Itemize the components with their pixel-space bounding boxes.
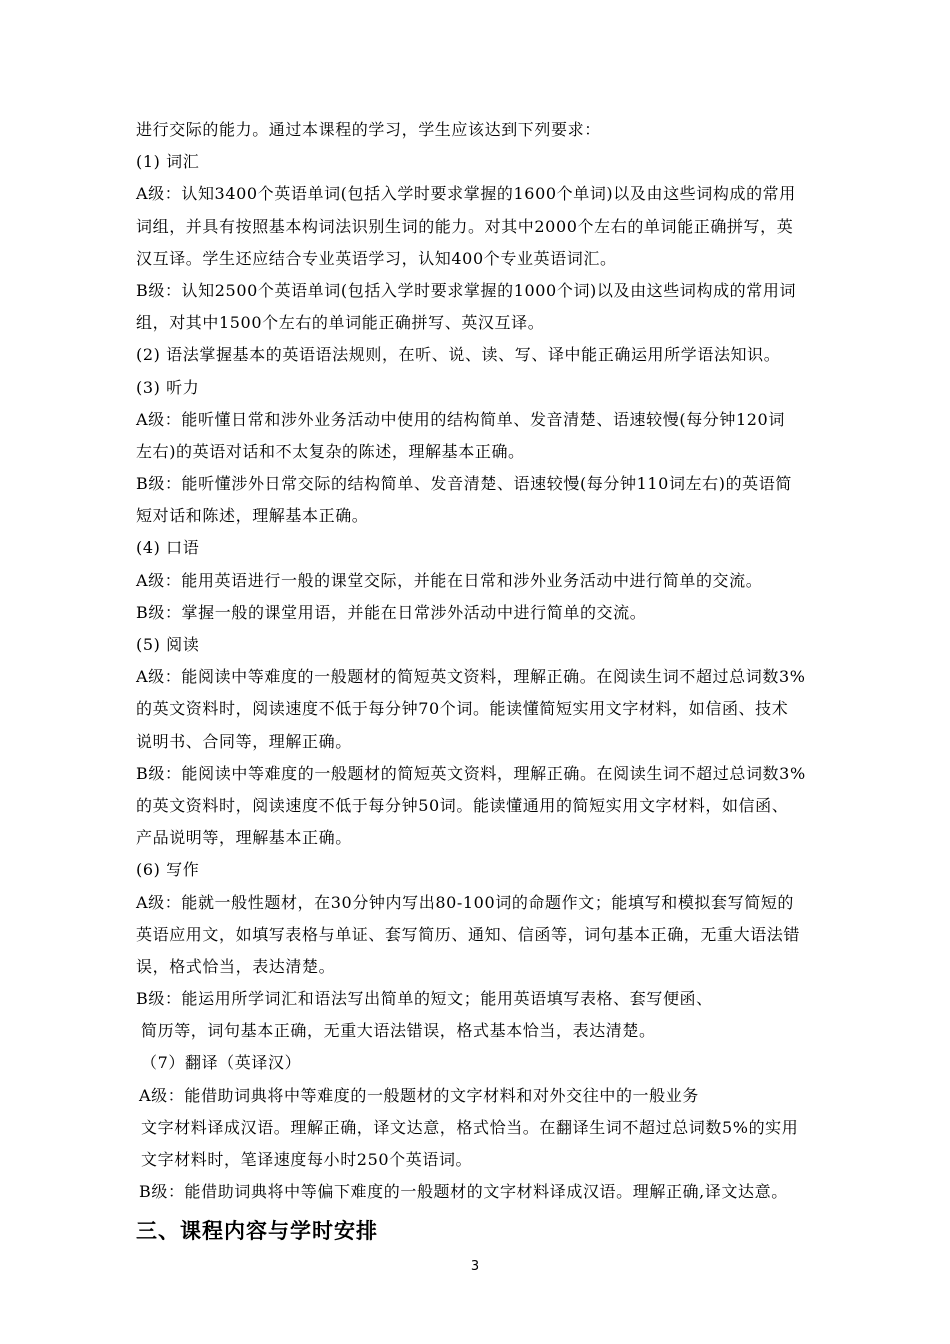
text-line: A级：能阅读中等难度的一般题材的简短英文资料，理解正确。在阅读生词不超过总词数3% — [136, 667, 806, 687]
text-line: 简历等，词句基本正确，无重大语法错误，格式基本恰当，表达清楚。 — [141, 1021, 656, 1041]
text-line: A级：能用英语进行一般的课堂交际，并能在日常和涉外业务活动中进行简单的交流。 — [136, 570, 763, 590]
subsection-writing: (6) 写作 — [136, 860, 200, 880]
text-line: 进行交际的能力。通过本课程的学习，学生应该达到下列要求： — [136, 120, 601, 139]
subsection-speaking: (4) 口语 — [136, 538, 200, 558]
text-line: A级：能就一般性题材，在30分钟内写出80-100词的命题作文；能填写和模拟套写简短的 — [136, 892, 795, 912]
text-line: A级：认知3400个英语单词(包括入学时要求掌握的1600个单词)以及由这些词构成的常用 — [136, 184, 796, 204]
subsection-translation: （7）翻译（英译汉） — [141, 1053, 302, 1073]
text-line: 的英文资料时，阅读速度不低于每分钟50词。能读懂通用的简短实用文字材料，如信函、 — [136, 795, 789, 815]
text-line: 产品说明等，理解基本正确。 — [136, 828, 352, 848]
text-line: 短对话和陈述，理解基本正确。 — [136, 506, 369, 526]
subsection-vocabulary: (1) 词汇 — [136, 152, 200, 172]
text-line: 组，对其中1500个左右的单词能正确拼写、英汉互译。 — [136, 313, 545, 333]
subsection-reading: (5) 阅读 — [136, 635, 200, 654]
text-line: A级：能借助词典将中等难度的一般题材的文字材料和对外交往中的一般业务 — [139, 1085, 699, 1105]
text-line: 误，格式恰当，表达清楚。 — [136, 956, 336, 976]
text-line: 汉互译。学生还应结合专业英语学习，认知400个专业英语词汇。 — [136, 248, 617, 268]
text-line: 说明书、合同等，理解正确。 — [136, 731, 352, 751]
text-line: A级：能听懂日常和涉外业务活动中使用的结构简单、发音清楚、语速较慢(每分钟120词 — [136, 409, 785, 429]
text-line: 英语应用文，如填写表格与单证、套写简历、通知、信函等，词句基本正确，无重大语法错 — [136, 924, 801, 944]
text-line: 词组，并具有按照基本构词法识别生词的能力。对其中2000个左右的单词能正确拼写，英 — [136, 216, 794, 236]
text-line: B级：能运用所学词汇和语法写出简单的短文；能用英语填写表格、套写便函、 — [136, 989, 713, 1009]
text-line: B级：能听懂涉外日常交际的结构简单、发音清楚、语速较慢(每分钟110词左右)的英语简 — [136, 474, 792, 494]
text-line: B级：认知2500个英语单词(包括入学时要求掌握的1000个词)以及由这些词构成的常用词 — [136, 280, 797, 300]
page-number: 3 — [470, 1259, 480, 1274]
text-line: 的英文资料时，阅读速度不低于每分钟70个词。能读懂简短实用文字材料，如信函、技术 — [136, 699, 789, 719]
subsection-grammar: (2) 语法掌握基本的英语语法规则，在听、说、读、写、译中能正确运用所学语法知识。 — [136, 345, 781, 365]
text-line: 左右)的英语对话和不太复杂的陈述，理解基本正确。 — [136, 441, 525, 461]
section-heading: 三、课程内容与学时安排 — [136, 1219, 378, 1244]
text-line: B级：能借助词典将中等偏下难度的一般题材的文字材料译成汉语。理解正确,译文达意。 — [139, 1182, 788, 1202]
body-text — [136, 114, 826, 1248]
text-line: 文字材料时，笔译速度每小时250个英语词。 — [141, 1150, 473, 1169]
text-line: B级：掌握一般的课堂用语，并能在日常涉外活动中进行简单的交流。 — [136, 602, 647, 622]
text-line: B级：能阅读中等难度的一般题材的简短英文资料，理解正确。在阅读生词不超过总词数3% — [136, 763, 806, 783]
subsection-listening: (3) 听力 — [136, 377, 200, 397]
text-line: 文字材料译成汉语。理解正确，译文达意，格式恰当。在翻译生词不超过总词数5%的实用 — [141, 1117, 799, 1137]
